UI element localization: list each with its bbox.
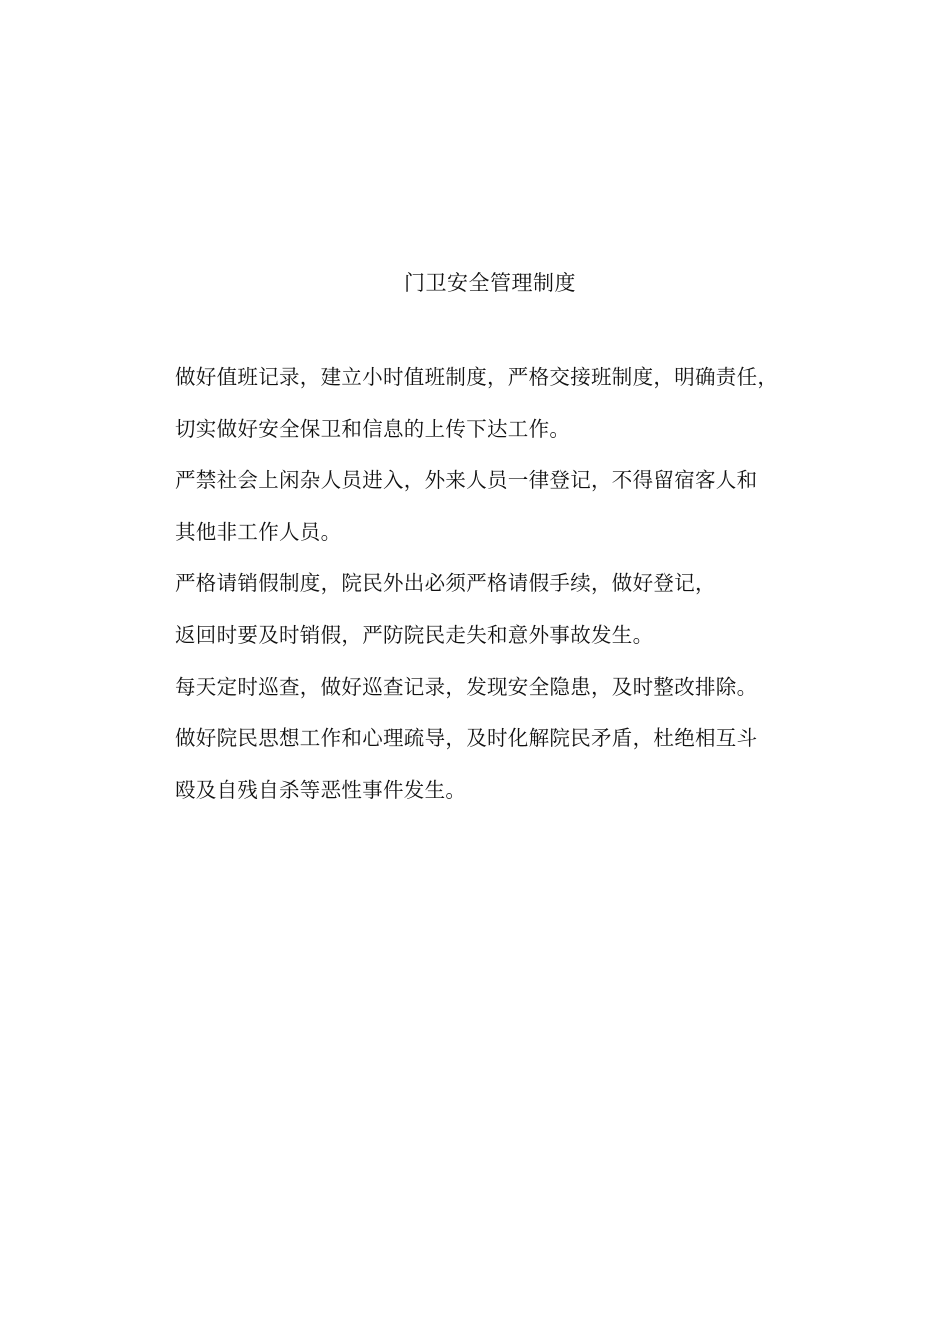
body-line: 殴及自残自杀等恶性事件发生。 xyxy=(175,777,467,802)
document-body xyxy=(175,362,835,826)
body-line: 做好院民思想工作和心理疏导，及时化解院民矛盾，杜绝相互斗 xyxy=(175,726,758,751)
body-line: 严禁社会上闲杂人员进入，外来人员一律登记，不得留宿客人和 xyxy=(175,468,758,493)
body-line: 严格请销假制度，院民外出必须严格请假手续，做好登记， xyxy=(175,571,716,596)
body-line: 其他非工作人员。 xyxy=(175,519,342,544)
body-line: 每天定时巡查，做好巡查记录，发现安全隐患，及时整改排除。 xyxy=(175,674,758,699)
document-title: 门卫安全管理制度 xyxy=(404,271,576,295)
body-line: 返回时要及时销假，严防院民走失和意外事故发生。 xyxy=(175,622,654,647)
body-line: 做好值班记录，建立小时值班制度，严格交接班制度，明确责任， xyxy=(175,365,779,389)
body-line: 切实做好安全保卫和信息的上传下达工作。 xyxy=(175,416,571,441)
